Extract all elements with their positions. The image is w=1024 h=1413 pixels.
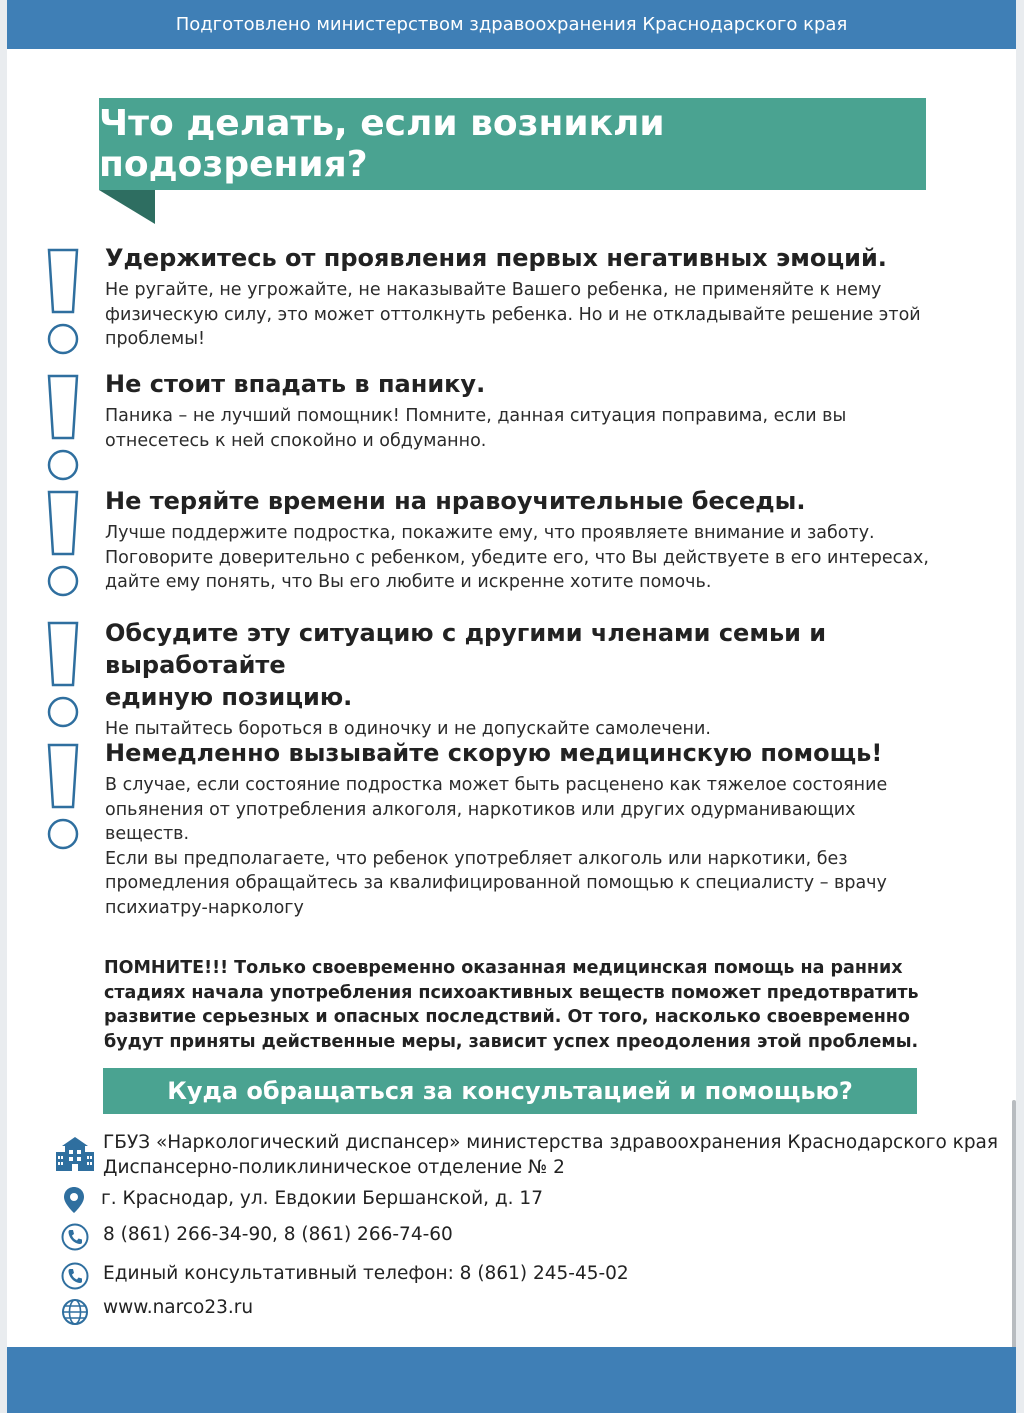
- advice-text: Лучше поддержите подростка, покажите ему, что проявляете внимание и заботу. Поговорите доверительно с ребенком, убедите его, что Вы действуете в его интересах, дайте ему понять, что Вы его любите и искренне хотите помочь.: [105, 523, 929, 592]
- advice-text: В случае, если состояние подростка может быть расценено как тяжелое состояние опьянения от употребления алкоголя, наркотиков или других одурманивающих веществ. Если вы предполагаете, что ребенок употребляет алкоголь или наркотики, без промедления обращайтесь за квалифицированной помощью к специалисту – врачу психиатру-наркологу: [105, 775, 888, 918]
- advice-text: Не ругайте, не угрожайте, не наказывайте Вашего ребенка, не применяйте к нему физическую силу, это может оттолкнуть ребенка. Но и не откладывайте решение этой проблемы!: [105, 280, 921, 349]
- advice-item: [105, 617, 945, 742]
- advice-item: [105, 485, 945, 595]
- website-link[interactable]: www.narco23.ru: [103, 1297, 254, 1318]
- address-text: г. Краснодар, ул. Евдокии Бершанской, д. 17: [101, 1188, 543, 1209]
- remember-note: ПОМНИТЕ!!! Только своевременно оказанная медицинская помощь на ранних стадиях начала употребления психоактивных веществ поможет предотвратить развитие серьезных и опасных последствий. От того, насколько своевременно будут приняты действенные меры, зависит успех преодоления этой проблемы.: [104, 958, 919, 1052]
- exclamation-icon: [45, 248, 81, 356]
- hospital-icon: [54, 1136, 96, 1176]
- exclamation-icon: [45, 374, 81, 482]
- location-pin-icon: [63, 1186, 85, 1218]
- phone-icon: [61, 1262, 89, 1294]
- advice-item: [105, 242, 945, 352]
- exclamation-icon: [45, 490, 81, 598]
- advice-title: Не стоит впадать в панику.: [105, 370, 486, 398]
- header-text: Подготовлено министерством здравоохранения Краснодарского края: [175, 14, 848, 35]
- globe-icon: [61, 1298, 89, 1330]
- advice-item: [105, 737, 945, 920]
- advice-text: Не пытайтесь бороться в одиночку и не допускайте самолечени.: [105, 719, 711, 739]
- advice-title: Немедленно вызывайте скорую медицинскую помощь!: [105, 739, 883, 767]
- organization-name: ГБУЗ «Наркологический диспансер» министерства здравоохранения Краснодарского края Диспансерно-поликлиническое отделение № 2: [103, 1132, 999, 1178]
- advice-item: [105, 368, 945, 453]
- footer-bar: [7, 1347, 1016, 1413]
- advice-title: Обсудите эту ситуацию с другими членами семьи и выработайте единую позицию.: [105, 619, 827, 711]
- hotline-phone: Единый консультативный телефон: 8 (861) 245-45-02: [103, 1263, 629, 1284]
- exclamation-icon: [45, 621, 81, 729]
- advice-title: Удержитесь от проявления первых негативных эмоций.: [105, 244, 887, 272]
- contacts-banner: [103, 1068, 917, 1114]
- main-title-banner: [99, 98, 926, 190]
- phone-icon: [61, 1223, 89, 1255]
- phone-numbers: 8 (861) 266-34-90, 8 (861) 266-74-60: [103, 1224, 453, 1245]
- exclamation-icon: [45, 743, 81, 851]
- left-margin: [0, 0, 7, 1413]
- right-margin: [1016, 0, 1024, 1413]
- contacts-title: Куда обращаться за консультацией и помощью?: [167, 1077, 853, 1105]
- header-bar: [7, 0, 1016, 49]
- page-title: Что делать, если возникли подозрения?: [99, 103, 665, 185]
- banner-fold: [99, 190, 155, 224]
- advice-text: Паника – не лучший помощник! Помните, данная ситуация поправима, если вы отнесетесь к ней спокойно и обдуманно.: [105, 406, 847, 451]
- advice-title: Не теряйте времени на нравоучительные беседы.: [105, 487, 806, 515]
